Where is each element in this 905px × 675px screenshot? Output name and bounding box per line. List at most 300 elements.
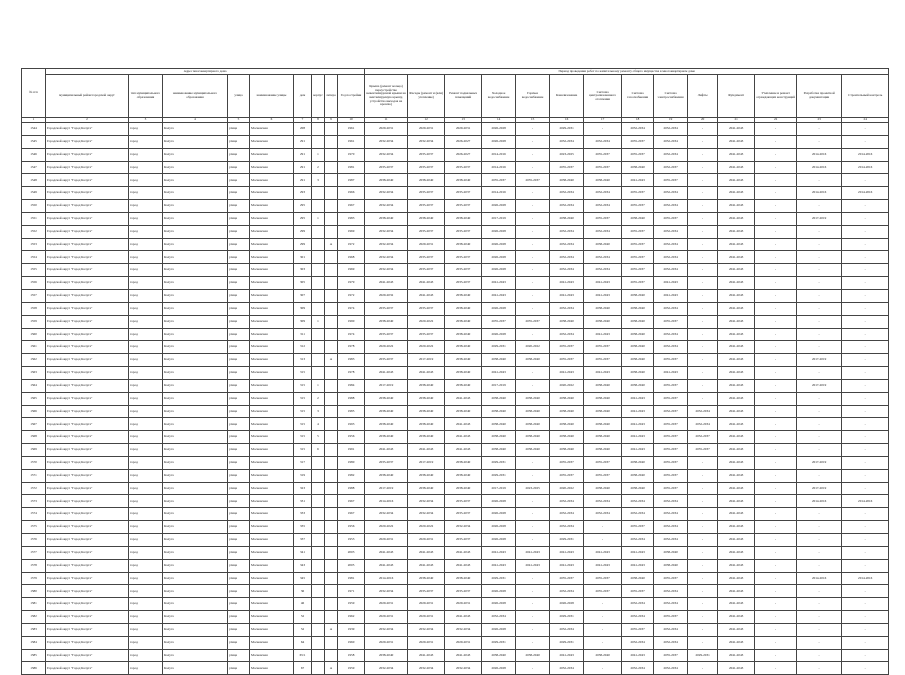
table-cell: 2038-2040 xyxy=(584,238,622,251)
table-cell: - xyxy=(688,469,718,482)
table-cell: Городской округ "Город Калуга" xyxy=(46,636,129,649)
table-cell: Калуга xyxy=(163,456,228,469)
table-cell: Городской округ "Город Калуга" xyxy=(46,367,129,380)
col-header: улица xyxy=(228,75,250,118)
table-cell: 2038-2040 xyxy=(445,456,482,469)
table-cell xyxy=(312,649,325,662)
col-number: 18 xyxy=(622,118,654,123)
table-cell: 2 xyxy=(312,161,325,174)
table-cell: 2014-2016 xyxy=(797,495,842,508)
table-cell: 2038-2040 xyxy=(584,302,622,315)
table-cell: Городской округ "Город Калуга" xyxy=(46,598,129,611)
table-cell: Городской округ "Город Калуга" xyxy=(46,431,129,444)
table-cell: 2041-2043 xyxy=(654,367,688,380)
table-cell: 2032-2034 xyxy=(365,585,408,598)
table-cell: 2038-2040 xyxy=(408,482,445,495)
table-cell xyxy=(312,611,325,624)
table-cell: 2035-2037 xyxy=(445,277,482,290)
table-cell: 2017-2019 xyxy=(482,212,516,225)
table-row xyxy=(22,392,889,405)
table-cell: город xyxy=(129,521,163,534)
table-cell: 2038-2040 xyxy=(550,405,584,418)
table-cell xyxy=(325,379,338,392)
col-header: тип муниципального образования xyxy=(129,75,163,118)
table-cell: - xyxy=(688,187,718,200)
table-cell: - xyxy=(755,379,797,392)
table-cell: - xyxy=(755,444,797,457)
table-cell: 2038-2040 xyxy=(622,315,654,328)
table-cell: 2035-2037 xyxy=(584,148,622,161)
table-cell: 2038-2040 xyxy=(445,238,482,251)
table-cell: 2035-2037 xyxy=(654,649,688,662)
table-cell xyxy=(312,598,325,611)
table-cell: 2035-2037 xyxy=(445,200,482,213)
table-cell: 2041-2043 xyxy=(408,649,445,662)
table-cell xyxy=(325,469,338,482)
table-cell: 2038-2040 xyxy=(584,392,622,405)
table-cell: - xyxy=(755,456,797,469)
table-cell: город xyxy=(129,431,163,444)
table-cell: 2038-2040 xyxy=(550,392,584,405)
table-cell: 2041-2043 xyxy=(718,662,755,675)
table-cell: - xyxy=(516,264,550,277)
table-cell: - xyxy=(797,521,842,534)
table-cell: - xyxy=(516,135,550,148)
col-header: наименование муниципального образования xyxy=(163,75,228,118)
table-cell: 2038-2040 xyxy=(445,328,482,341)
table-cell: 2032-2034 xyxy=(654,585,688,598)
table-cell: Московская xyxy=(250,174,294,187)
table-cell: 2026-2028 xyxy=(482,200,516,213)
table-cell: 1575 xyxy=(22,521,46,534)
table-row xyxy=(22,277,889,290)
col-number: 11 xyxy=(365,118,408,123)
table-cell: 1545 xyxy=(22,135,46,148)
table-cell: 2041-2043 xyxy=(516,546,550,559)
table-cell: 2032-2037 xyxy=(654,161,688,174)
table-cell: 2038-2040 xyxy=(516,392,550,405)
table-cell: Московская xyxy=(250,392,294,405)
table-cell: 2038-2040 xyxy=(584,482,622,495)
table-cell: 2026-2028 xyxy=(482,302,516,315)
table-cell: 2038-2040 xyxy=(365,469,408,482)
table-cell: 323 xyxy=(294,482,312,495)
table-cell: Городской округ "Город Калуга" xyxy=(46,135,129,148)
table-row xyxy=(22,251,889,264)
table-cell: 2032-2034 xyxy=(550,495,584,508)
table-cell: - xyxy=(842,418,889,431)
table-cell: 1558 xyxy=(22,302,46,315)
table-cell: Городской округ "Город Калуга" xyxy=(46,123,129,136)
col-number: 19 xyxy=(654,118,688,123)
table-cell: 2038-2040 xyxy=(445,302,482,315)
table-cell: Московская xyxy=(250,123,294,136)
table-cell: 2038-2040 xyxy=(408,431,445,444)
table-cell: 2026-2028 xyxy=(482,264,516,277)
table-row xyxy=(22,508,889,521)
table-cell: 2032-2034 xyxy=(445,623,482,636)
table-cell: 2029-2031 xyxy=(408,636,445,649)
table-cell: - xyxy=(755,418,797,431)
table-cell: 2035-2037 xyxy=(622,585,654,598)
col-number: 15 xyxy=(516,118,550,123)
table-cell: 1980 xyxy=(338,456,365,469)
table-cell: 1566 xyxy=(22,405,46,418)
table-row xyxy=(22,315,889,328)
table-cell: 2038-2040 xyxy=(516,431,550,444)
table-cell: 1970 xyxy=(338,148,365,161)
table-cell: 2035-2037 xyxy=(408,264,445,277)
table-cell: 2014-2016 xyxy=(842,495,889,508)
table-cell: Калуга xyxy=(163,585,228,598)
table-cell: Калуга xyxy=(163,431,228,444)
table-cell: город xyxy=(129,444,163,457)
table-cell: 2017-2019 xyxy=(482,482,516,495)
table-cell: Городской округ "Город Калуга" xyxy=(46,585,129,598)
table-cell: город xyxy=(129,572,163,585)
table-cell: - xyxy=(842,482,889,495)
table-cell xyxy=(325,123,338,136)
table-cell: 2035-2037 xyxy=(408,187,445,200)
group-header-works: Период проведения работ по капитальному ремонту общего имущества в многоквартирном доме xyxy=(365,69,889,75)
table-cell: 2032-2034 xyxy=(550,187,584,200)
table-cell: 2038-2040 xyxy=(445,315,482,328)
table-cell: 2041-2043 xyxy=(408,546,445,559)
table-cell: - xyxy=(584,662,622,675)
table-cell: 1574 xyxy=(22,508,46,521)
table-cell: 2035-2037 xyxy=(445,264,482,277)
table-cell: 2029-2031 xyxy=(408,238,445,251)
table-cell: 2029-2031 xyxy=(408,534,445,547)
table-cell: улица xyxy=(228,328,250,341)
table-cell: 2038-2040 xyxy=(408,572,445,585)
table-cell: 2035-2037 xyxy=(408,200,445,213)
table-cell: 2035-2037 xyxy=(622,251,654,264)
table-cell: город xyxy=(129,212,163,225)
table-cell: 2041-2043 xyxy=(622,444,654,457)
table-cell: - xyxy=(842,521,889,534)
table-row xyxy=(22,444,889,457)
table-cell: 2032-2034 xyxy=(408,508,445,521)
table-cell: 2032-2034 xyxy=(365,662,408,675)
table-cell: Московская xyxy=(250,251,294,264)
table-cell: 2038-2040 xyxy=(584,431,622,444)
table-cell: - xyxy=(755,161,797,174)
table-cell: - xyxy=(842,431,889,444)
table-cell: 2032-2034 xyxy=(654,238,688,251)
table-cell: - xyxy=(688,662,718,675)
table-cell: улица xyxy=(228,135,250,148)
table-cell: Городской округ "Город Калуга" xyxy=(46,559,129,572)
table-cell: 312 xyxy=(294,341,312,354)
table-cell: 2038-2040 xyxy=(622,328,654,341)
table-cell: 2041-2043 xyxy=(718,456,755,469)
table-cell: 2038-2040 xyxy=(550,212,584,225)
table-cell: 2014-2016 xyxy=(842,161,889,174)
table-cell: - xyxy=(842,598,889,611)
table-cell: 2026-2028 xyxy=(482,662,516,675)
table-cell xyxy=(325,611,338,624)
table-cell: 1581 xyxy=(22,598,46,611)
table-cell: 2020-2022 xyxy=(550,482,584,495)
table-cell: город xyxy=(129,559,163,572)
table-cell: 2041-2043 xyxy=(408,559,445,572)
table-cell: город xyxy=(129,649,163,662)
table-cell xyxy=(325,212,338,225)
table-cell: 2038-2040 xyxy=(654,546,688,559)
table-cell: 2041-2043 xyxy=(718,148,755,161)
table-cell: Московская xyxy=(250,559,294,572)
table-cell: улица xyxy=(228,367,250,380)
table-cell: - xyxy=(584,534,622,547)
table-row xyxy=(22,161,889,174)
table-cell: 1984 xyxy=(338,379,365,392)
table-cell: 2041-2043 xyxy=(482,546,516,559)
table-cell: 2017-2019 xyxy=(365,482,408,495)
table-cell: улица xyxy=(228,251,250,264)
table-cell: 2041-2043 xyxy=(718,508,755,521)
table-cell: - xyxy=(688,367,718,380)
table-cell: 2032-2034 xyxy=(654,251,688,264)
table-cell: Калуга xyxy=(163,559,228,572)
table-cell: - xyxy=(688,546,718,559)
table-cell: город xyxy=(129,623,163,636)
table-cell: 1981 xyxy=(338,572,365,585)
table-cell xyxy=(312,585,325,598)
table-cell: 2020-2022 xyxy=(550,379,584,392)
table-cell: город xyxy=(129,392,163,405)
table-cell: - xyxy=(797,341,842,354)
table-cell: 2038-2040 xyxy=(482,354,516,367)
table-cell: 2032-2034 xyxy=(688,405,718,418)
table-cell: 2038-2040 xyxy=(622,354,654,367)
table-cell xyxy=(312,200,325,213)
table-cell xyxy=(325,559,338,572)
table-cell: 2035-2037 xyxy=(584,585,622,598)
table-cell: 2035-2037 xyxy=(622,187,654,200)
col-header: Фасады (ремонт и (или) утепление) xyxy=(408,75,445,118)
table-cell: 2032-2034 xyxy=(654,135,688,148)
table-cell: 2017-2019 xyxy=(797,212,842,225)
table-row xyxy=(22,341,889,354)
table-cell: Калуга xyxy=(163,469,228,482)
table-cell: - xyxy=(688,135,718,148)
table-cell: Калуга xyxy=(163,611,228,624)
table-cell: 2032-2034 xyxy=(365,238,408,251)
table-cell: - xyxy=(755,264,797,277)
table-cell xyxy=(325,200,338,213)
table-cell: 2038-2040 xyxy=(408,418,445,431)
table-cell: 2026-2028 xyxy=(482,534,516,547)
table-cell: 2035-2037 xyxy=(408,302,445,315)
table-cell: Городской округ "Город Калуга" xyxy=(46,315,129,328)
table-cell: 2035-2037 xyxy=(445,495,482,508)
table-cell: улица xyxy=(228,225,250,238)
table-row xyxy=(22,174,889,187)
table-cell: 2029-2031 xyxy=(408,123,445,136)
col-header: Система централизованного отопления xyxy=(584,75,622,118)
table-cell: 2041-2043 xyxy=(718,200,755,213)
table-cell: - xyxy=(755,135,797,148)
table-cell: 2035-2037 xyxy=(365,328,408,341)
table-cell: 2029-2031 xyxy=(445,598,482,611)
table-cell: 1978 xyxy=(338,367,365,380)
table-cell: - xyxy=(842,302,889,315)
table-cell: 2041-2043 xyxy=(622,405,654,418)
table-cell: - xyxy=(755,212,797,225)
table-row xyxy=(22,546,889,559)
table-cell: 2038-2040 xyxy=(516,649,550,662)
table-cell: город xyxy=(129,174,163,187)
table-cell: 2038-2040 xyxy=(622,341,654,354)
table-cell: 67 xyxy=(294,662,312,675)
table-cell: 1544 xyxy=(22,123,46,136)
table-cell: - xyxy=(516,289,550,302)
table-cell: - xyxy=(797,508,842,521)
table-cell: 2041-2043 xyxy=(718,534,755,547)
table-cell: 315 xyxy=(294,418,312,431)
table-cell: 2032-2034 xyxy=(654,328,688,341)
table-cell: 2041-2043 xyxy=(482,289,516,302)
table-cell: 2029-2031 xyxy=(482,572,516,585)
table-cell: - xyxy=(516,521,550,534)
table-cell: Городской округ "Город Калуга" xyxy=(46,328,129,341)
table-cell: Калуга xyxy=(163,367,228,380)
table-cell: - xyxy=(842,200,889,213)
table-cell: улица xyxy=(228,623,250,636)
table-cell: - xyxy=(842,444,889,457)
table-cell: улица xyxy=(228,649,250,662)
table-cell: 2038-2040 xyxy=(482,649,516,662)
table-row xyxy=(22,418,889,431)
table-cell: 2038-2040 xyxy=(408,405,445,418)
table-cell: - xyxy=(755,649,797,662)
table-cell xyxy=(312,251,325,264)
table-cell: 2035-2037 xyxy=(365,302,408,315)
table-cell: - xyxy=(842,623,889,636)
table-cell: 1967 xyxy=(338,508,365,521)
table-cell: Городской округ "Город Калуга" xyxy=(46,662,129,675)
table-cell: 2035-2037 xyxy=(584,354,622,367)
table-cell: - xyxy=(516,534,550,547)
table-cell: 2038-2040 xyxy=(445,174,482,187)
table-cell: 2038-2040 xyxy=(445,341,482,354)
table-cell: - xyxy=(797,328,842,341)
table-cell: - xyxy=(688,585,718,598)
table-cell: 2032-2034 xyxy=(550,200,584,213)
table-cell: улица xyxy=(228,521,250,534)
table-cell: 2038-2040 xyxy=(622,572,654,585)
table-cell: 2026-2027 xyxy=(445,135,482,148)
table-cell: 315 xyxy=(294,392,312,405)
table-cell: 2035-2037 xyxy=(516,174,550,187)
table-cell: 3 xyxy=(312,405,325,418)
table-row xyxy=(22,135,889,148)
table-cell: 2041-2043 xyxy=(718,123,755,136)
table-cell: - xyxy=(584,611,622,624)
table-cell: 2035-2037 xyxy=(550,341,584,354)
table-cell: 2038-2040 xyxy=(365,212,408,225)
table-cell: 299 xyxy=(294,225,312,238)
table-cell: 52 xyxy=(294,623,312,636)
table-cell xyxy=(312,662,325,675)
table-cell: 2038-2040 xyxy=(584,444,622,457)
table-cell xyxy=(312,187,325,200)
table-cell: Московская xyxy=(250,264,294,277)
table-cell: 2026-2028 xyxy=(482,495,516,508)
table-cell: 2014-2016 xyxy=(482,161,516,174)
table-cell: 1572 xyxy=(22,482,46,495)
table-cell: 2029-2031 xyxy=(482,456,516,469)
table-cell: город xyxy=(129,315,163,328)
table-cell: 2035-2037 xyxy=(550,469,584,482)
col-number: 5 xyxy=(228,118,250,123)
table-cell: Калуга xyxy=(163,225,228,238)
table-cell xyxy=(325,418,338,431)
table-cell: - xyxy=(842,225,889,238)
table-cell: город xyxy=(129,636,163,649)
table-cell: 2041-2043 xyxy=(550,649,584,662)
table-cell: 2041-2043 xyxy=(718,649,755,662)
table-cell: 2041-2043 xyxy=(550,546,584,559)
table-cell: - xyxy=(688,521,718,534)
table-cell: - xyxy=(516,611,550,624)
table-cell: Московская xyxy=(250,187,294,200)
table-cell: 2014-2016 xyxy=(797,161,842,174)
table-cell: 2014-2016 xyxy=(797,187,842,200)
table-cell: 2014-2016 xyxy=(365,572,408,585)
table-cell: 2035-2037 xyxy=(584,212,622,225)
table-cell: - xyxy=(842,636,889,649)
table-cell: 295 xyxy=(294,212,312,225)
table-cell: 2032-2034 xyxy=(654,636,688,649)
table-cell: - xyxy=(516,187,550,200)
table-cell: 2035-2037 xyxy=(622,264,654,277)
table-cell: Городской округ "Город Калуга" xyxy=(46,495,129,508)
table-cell: 1557 xyxy=(22,289,46,302)
table-cell: 315 xyxy=(294,367,312,380)
table-cell: 2035-2037 xyxy=(584,341,622,354)
table-cell: 2029-2032 xyxy=(365,289,408,302)
table-cell: улица xyxy=(228,405,250,418)
table-cell: Калуга xyxy=(163,521,228,534)
table-cell: Калуга xyxy=(163,379,228,392)
table-cell: А xyxy=(325,238,338,251)
table-cell: 2035-2037 xyxy=(654,315,688,328)
table-cell: 2 xyxy=(312,392,325,405)
table-cell: Городской округ "Город Калуга" xyxy=(46,187,129,200)
table-cell xyxy=(312,123,325,136)
table-cell: 2029-2031 xyxy=(550,611,584,624)
table-row xyxy=(22,225,889,238)
table-cell: - xyxy=(755,367,797,380)
table-cell: Московская xyxy=(250,367,294,380)
table-cell: - xyxy=(755,534,797,547)
table-cell: 2035-2037 xyxy=(654,431,688,444)
table-cell: 2029-2031 xyxy=(365,534,408,547)
table-row xyxy=(22,521,889,534)
table-cell: 291 xyxy=(294,148,312,161)
table-cell: 2032-2037 xyxy=(688,431,718,444)
table-cell: 2035-2037 xyxy=(654,379,688,392)
table-cell: Московская xyxy=(250,212,294,225)
col-header: Разработка проектной документации xyxy=(797,75,842,118)
table-cell: - xyxy=(842,508,889,521)
table-cell: город xyxy=(129,148,163,161)
table-cell: улица xyxy=(228,392,250,405)
table-cell: Калуга xyxy=(163,238,228,251)
table-cell: - xyxy=(797,469,842,482)
